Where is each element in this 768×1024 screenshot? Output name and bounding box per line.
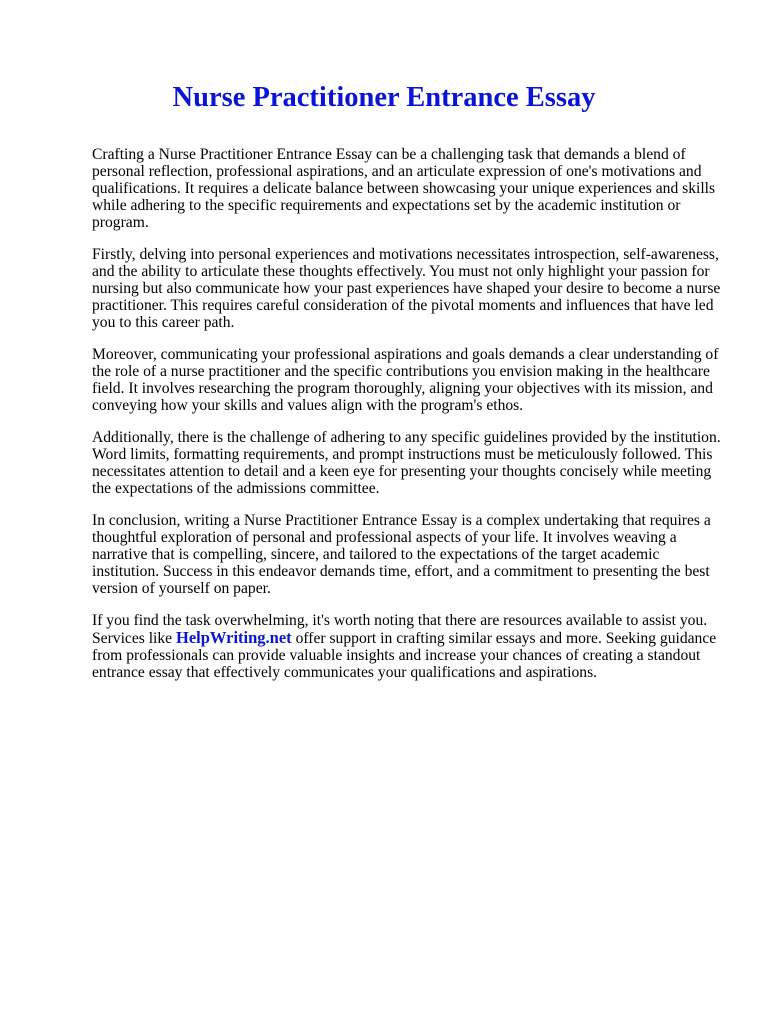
paragraph-resources-after-link: offer support in crafting similar essays and more. Seeking guidance from professionals can provide valuable insights and increase your chances of creating a standout entrance essay that effectively communicates your qualifications and aspirations. [92,630,717,681]
paragraph-firstly: Firstly, delving into personal experiences and motivations necessitates introspection, self-awareness, and the ability to articulate these thoughts effectively. You must not only highlight your passion for nursing but also communicate how your past experiences have shaped your desire to become a nurse practitioner. This requires careful consideration of the pivotal moments and influences that have led you to this career path. [92,246,721,331]
page-title: Nurse Practitioner Entrance Essay [172,82,596,113]
paragraph-additionally: Additionally, there is the challenge of adhering to any specific guidelines provided by the institution. Word limits, formatting requirements, and prompt instructions must be meticulously followed. This necessitates attention to detail and a keen eye for presenting your thoughts concisely while meeting the expectations of the admissions committee. [92,429,721,497]
helpwriting-link[interactable]: HelpWriting.net [176,628,292,647]
paragraph-moreover: Moreover, communicating your professional aspirations and goals demands a clear understanding of the role of a nurse practitioner and the specific contributions you envision making in the healthcare field. It involves researching the program thoroughly, aligning your objectives with its mission, and conveying how your skills and values align with the program's ethos. [92,346,719,414]
paragraph-intro: Crafting a Nurse Practitioner Entrance Essay can be a challenging task that demands a blend of personal reflection, professional aspirations, and an articulate expression of one's motivations and qualifications. It requires a delicate balance between showcasing your unique experiences and skills while adhering to the specific requirements and expectations set by the academic institution or program. [92,146,716,231]
essay-body [92,146,728,696]
paragraph-resources [92,612,728,681]
paragraph-resources-before-link: If you find the task overwhelming, it's worth noting that there are resources available to assist you. Services like [92,612,708,647]
paragraph-conclusion: In conclusion, writing a Nurse Practitioner Entrance Essay is a complex undertaking that requires a thoughtful exploration of personal and professional aspects of your life. It involves weaving a narrative that is compelling, sincere, and tailored to the expectations of the target academic institution. Success in this endeavor demands time, effort, and a commitment to presenting the best version of yourself on paper. [92,512,711,597]
